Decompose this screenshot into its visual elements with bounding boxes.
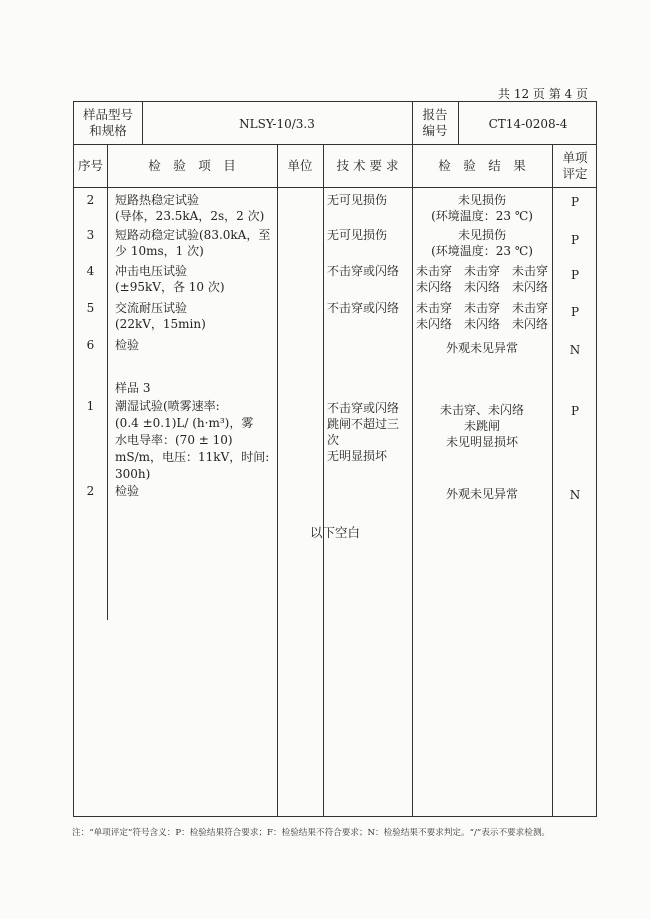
row-seq: 4	[86, 264, 95, 278]
col-result: 检 验 结 果	[438, 158, 526, 173]
row-seq: 2	[86, 484, 95, 498]
row-requirement: 不击穿或闪络 跳闸不超过三 次 无明显损坏	[327, 401, 400, 463]
row-item: 短路热稳定试验 (导体，23.5kA，2s，2 次)	[115, 193, 265, 223]
row-requirement: 不击穿或闪络	[327, 264, 400, 278]
col-item: 检 验 项 目	[148, 158, 236, 173]
report-label: 报告 编号	[422, 107, 448, 138]
row-item: 检验	[115, 338, 140, 352]
col-vline	[277, 144, 278, 817]
row-seq: 2	[86, 193, 95, 207]
row-result: 未击穿、未闪络 未跳闸 未见明显损坏	[439, 403, 524, 449]
col-vline	[323, 144, 324, 817]
row-item: 短路动稳定试验(83.0kA，至 少 10ms，1 次)	[115, 228, 271, 258]
row-item: 冲击电压试验 (±95kV，各 10 次)	[115, 264, 225, 294]
row-verdict: P	[570, 268, 580, 282]
column-header-divider	[74, 187, 596, 188]
row-seq: 6	[86, 338, 95, 352]
col-requirement: 技 术 要 求	[336, 158, 399, 173]
row-requirement: 无可见损伤	[327, 228, 388, 242]
row-result: 外观未见异常	[445, 487, 518, 501]
row-item: 潮湿试验(喷雾速率: (0.4 ±0.1)L/ (h·m³)，雾 水电导率：(70 ± 10) mS/m，电压：11kV，时间: 300h)	[115, 399, 270, 481]
sample-3-label: 样品 3	[115, 381, 151, 395]
col-vline	[107, 144, 108, 620]
page-number: 共 12 页 第 4 页	[498, 87, 588, 101]
model-label: 样品型号 和规格	[82, 107, 133, 138]
col-verdict: 单项 评定	[562, 150, 588, 181]
header-divider	[74, 144, 596, 145]
row-seq: 1	[86, 399, 95, 413]
row-seq: 3	[86, 228, 95, 242]
row-verdict: P	[570, 404, 580, 418]
footnote: 注：“单项评定”符号含义：P：检验结果符合要求；F：检验结果不符合要求；N：检验结果不要求判定。“/”表示不要求检测。	[72, 828, 551, 838]
row-item: 交流耐压试验 (22kV，15min)	[115, 301, 206, 331]
row-result: 未击穿 未击穿 未击穿 未闪络 未闪络 未闪络	[415, 264, 548, 294]
row-seq: 5	[86, 301, 95, 315]
row-result: 外观未见异常	[445, 341, 518, 355]
row-verdict: P	[570, 305, 580, 319]
report-table	[73, 101, 597, 817]
row-verdict: P	[570, 195, 580, 209]
row-verdict: N	[569, 343, 581, 357]
row-result: 未见损伤 (环境温度：23 ℃)	[431, 193, 533, 223]
row-requirement: 不击穿或闪络	[327, 301, 400, 315]
row-requirement: 无可见损伤	[327, 193, 388, 207]
model-value: NLSY-10/3.3	[239, 117, 315, 131]
row-verdict: N	[569, 488, 581, 502]
row-result: 未击穿 未击穿 未击穿 未闪络 未闪络 未闪络	[415, 301, 548, 331]
blank-note: 以下空白	[310, 525, 361, 540]
row-result: 未见损伤 (环境温度：23 ℃)	[431, 228, 533, 258]
report-number: CT14-0208-4	[488, 117, 568, 131]
row-verdict: P	[570, 233, 580, 247]
col-unit: 单位	[287, 158, 313, 173]
col-seq: 序号	[77, 158, 103, 173]
row-item: 检验	[115, 484, 140, 498]
